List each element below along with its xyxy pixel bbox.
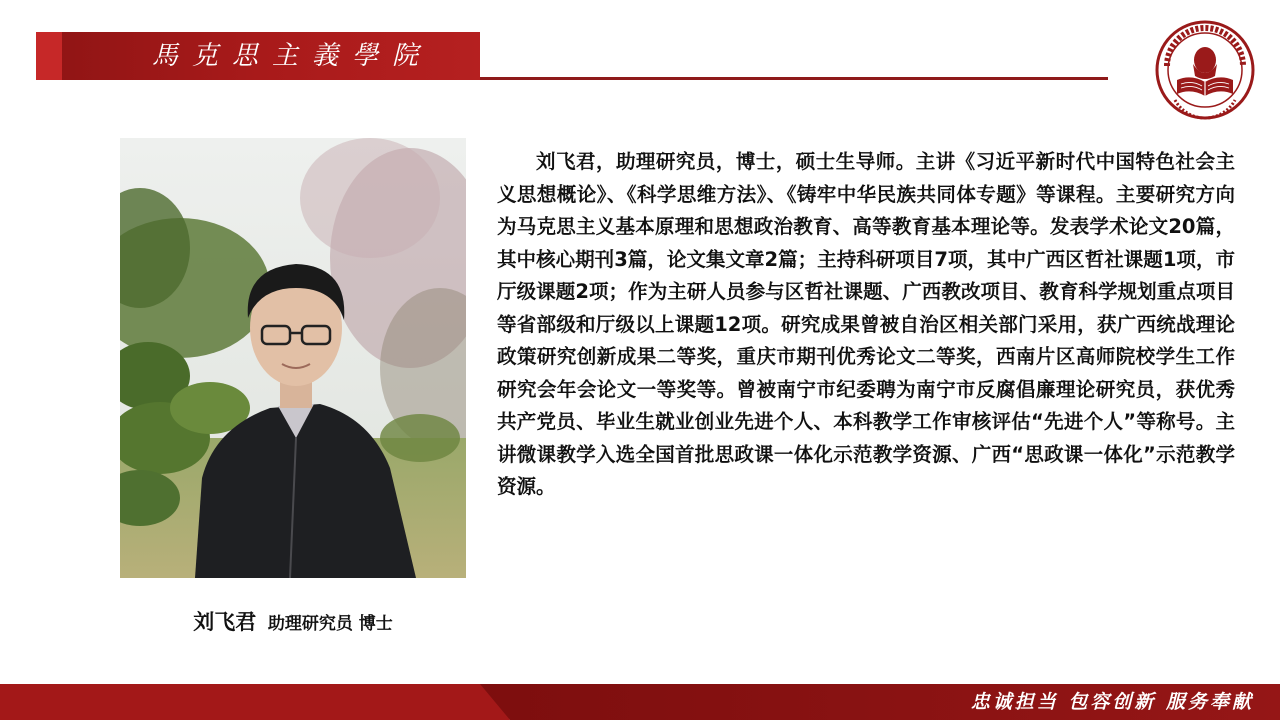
- header-divider: [480, 77, 1108, 80]
- caption-name: 刘飞君: [193, 610, 257, 634]
- header-stripe: [36, 32, 62, 80]
- portrait-photo: [120, 138, 466, 578]
- biography-text: 刘飞君，助理研究员，博士，硕士生导师。主讲《习近平新时代中国特色社会主义思想概论》、《科学思维方法》、《铸牢中华民族共同体专题》等课程。主要研究方向为马克思主义基本原理和思想政治教育、高等教育基本理论等。发表学术论文20篇，其中核心期刊3篇，论文集文章2篇；主持科研项目7项，其中广西区哲社课题1项，市厅级课题2项；作为主研人员参与区哲社课题、广西教改项目、教育科学规划重点项目等省部级和厅级以上课题12项。研究成果曾被自治区相关部门采用，获广西统战理论政策研究创新成果二等奖，重庆市期刊优秀论文二等奖，西南片区高师院校学生工作研究会年会论文一等奖等。曾被南宁市纪委聘为南宁市反腐倡廉理论研究员，获优秀共产党员、毕业生就业创业先进个人、本科教学工作审核评估“先进个人”等称号。主讲微课教学入选全国首批思政课一体化示范教学资源、广西“思政课一体化”示范教学资源。: [497, 150, 1235, 498]
- photo-caption: [120, 606, 466, 636]
- footer-slogan: 忠诚担当 包容创新 服务奉献: [970, 691, 1254, 713]
- caption-title: 助理研究员 博士: [267, 614, 393, 634]
- page-title: 馬克思主義學院: [152, 41, 433, 71]
- footer-band-left: [0, 684, 510, 720]
- header-banner: [36, 32, 480, 80]
- marx-school-emblem-icon: [1155, 20, 1255, 120]
